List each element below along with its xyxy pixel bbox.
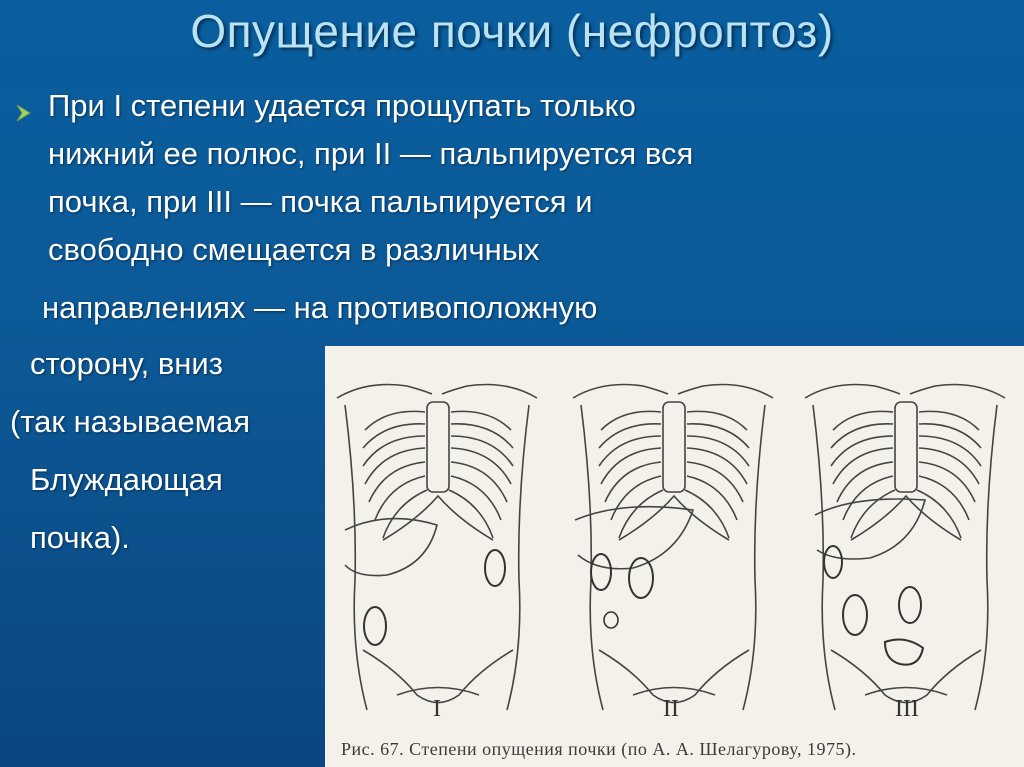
slide-title: Опущение почки (нефроптоз) — [190, 5, 834, 57]
text-line-3: почка, при III — почка пальпируется и — [48, 184, 593, 219]
figure-caption: Рис. 67. Степени опущения почки (по А. А. Шелагурову, 1975). — [341, 739, 857, 759]
numeral-one: I — [433, 696, 441, 722]
text-line-7: (так называемая — [10, 404, 251, 439]
arrow-bullet-icon — [14, 102, 36, 130]
text-line-1: При I степени удается прощупать только — [48, 88, 636, 123]
text-line-2: нижний ее полюс, при II — пальпируется вся — [48, 136, 694, 171]
text-line-6: сторону, вниз — [30, 346, 223, 381]
text-line-5: направлениях — на противоположную — [42, 290, 598, 325]
nephroptosis-illustration — [325, 346, 1024, 767]
text-line-8: Блуждающая — [30, 462, 223, 497]
text-line-4: свободно смещается в различных — [48, 232, 540, 267]
numeral-two: II — [663, 696, 679, 722]
numeral-three: III — [895, 696, 919, 722]
text-line-9: почка). — [30, 520, 130, 555]
